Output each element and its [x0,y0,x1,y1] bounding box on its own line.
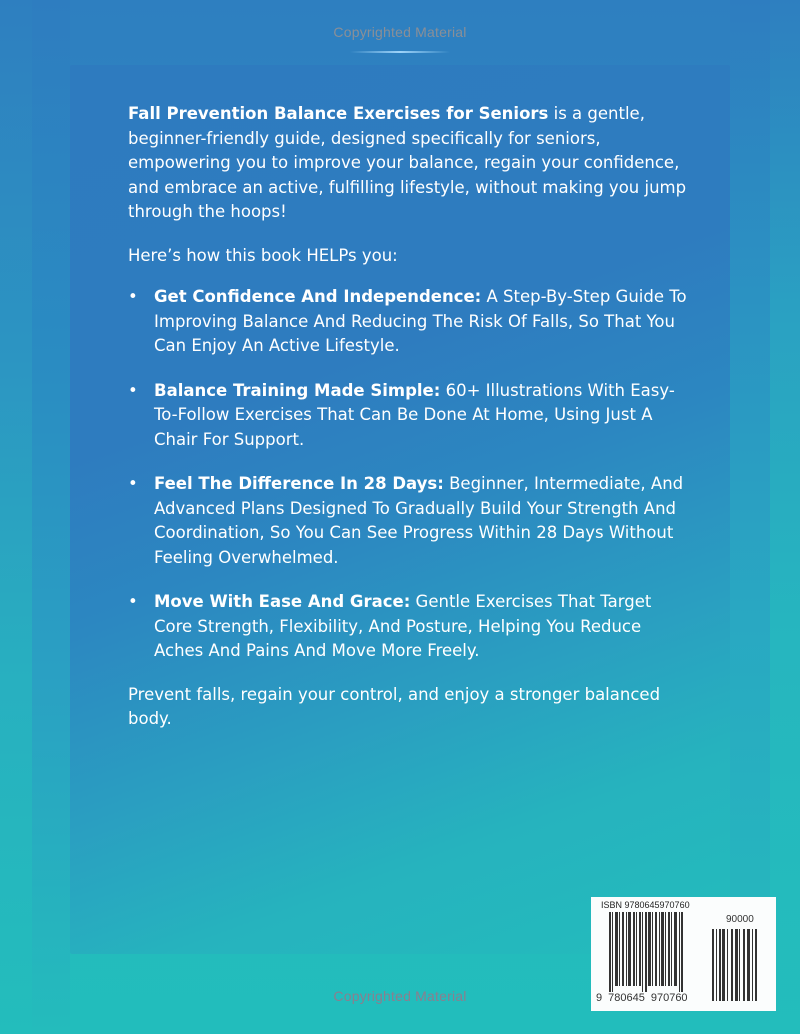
isbn-label: ISBN 9780645970760 [601,900,690,910]
barcode-bars-icon [609,912,699,994]
intro-text: is a gentle, beginner-friendly guide, designed specifically for seniors, empowering you to improve your balance, regain your confidence, and embrace an active, fulfilling lifestyle, without making you jump through the hoops! [128,104,687,221]
copyright-watermark-top: Copyrighted Material [333,24,467,40]
closing-paragraph: Prevent falls, regain your control, and enjoy a stronger balanced body. [128,684,661,728]
book-title: Fall Prevention Balance Exercises for Seniors [128,104,549,123]
background-band-right-inner [730,0,770,1034]
watermark-glow-divider [350,51,450,53]
benefit-item [128,590,688,664]
benefit-item [128,379,688,453]
bullet-dot-icon: • [128,474,138,493]
benefit-text: Beginner, Intermediate, And Advanced Plans Designed To Gradually Build Your Strength And Coordination, So You Can See Progress Within 28 Days Without Feeling Overwhelmed. [154,474,684,567]
benefit-item [128,472,688,570]
benefit-text: 60+ Illustrations With Easy-To-Follow Exercises That Can Be Done At Home, Using Just A Chair For Support. [154,380,675,449]
blurb-content [128,102,688,732]
background-band-right [770,0,800,1034]
copyright-watermark-bottom: Copyrighted Material [333,988,467,1004]
benefit-text: Gentle Exercises That Target Core Strength, Flexibility, And Posture, Helping You Reduce Aches And Pains And Move More Freely. [154,592,652,660]
bullet-dot-icon: • [128,592,138,611]
background-band-left-inner [32,0,70,1034]
barcode-addon-number: 90000 [726,914,754,925]
benefit-title: Feel The Difference In 28 Days: [154,474,444,493]
isbn-digit-group-2: 970760 [650,992,688,1004]
benefit-item [128,285,688,359]
intro-paragraph [128,102,688,225]
benefit-title: Balance Training Made Simple: [154,380,441,400]
background-band-left [0,0,32,1034]
isbn-digit-lead: 9 [596,992,603,1004]
benefit-text: A Step-By-Step Guide To Improving Balance And Reducing The Risk Of Falls, So That You Can Enjoy An Active Lifestyle. [154,287,687,355]
bullet-dot-icon: • [128,287,138,306]
benefits-list [128,285,688,664]
benefit-title: Get Confidence And Independence: [154,287,482,306]
bullet-dot-icon: • [128,380,138,400]
isbn-digit-group-1: 780645 [608,992,645,1004]
helps-heading: Here’s how this book HELPs you: [128,245,398,265]
benefit-title: Move With Ease And Grace: [154,592,411,611]
